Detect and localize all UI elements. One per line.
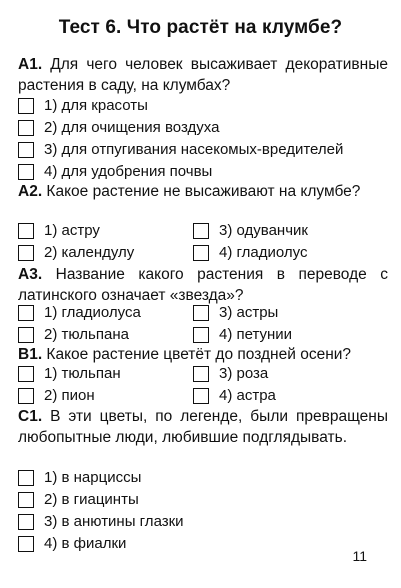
option-a1-3[interactable] [18,140,343,160]
option-label: 1) гладиолуса [44,304,141,321]
option-label: 4) гладиолус [219,244,308,261]
option-b1-1[interactable] [18,364,121,384]
option-label: 1) астру [44,222,100,239]
checkbox[interactable] [193,388,209,404]
question-text: Какое растение цветёт до поздней осени? [42,346,352,363]
question-b1 [18,344,388,365]
question-a2 [18,181,388,202]
option-label: 4) для удобрения почвы [44,163,213,180]
option-label: 3) одуванчик [219,222,308,239]
option-a1-4[interactable] [18,162,212,182]
option-label: 4) в фиалки [44,535,127,552]
option-label: 1) для красоты [44,97,148,114]
checkbox[interactable] [18,164,34,180]
question-id: А3. [18,266,43,283]
question-text: В эти цветы, по легенде, были превращены любопытные люди, любившие подглядывать. [18,408,388,446]
question-text: Какое растение не высаживают на клумбе? [42,183,361,200]
option-c1-3[interactable] [18,512,184,532]
option-b1-2[interactable] [18,386,95,406]
page-title: Тест 6. Что растёт на клумбе? [58,17,343,38]
option-label: 4) астра [219,387,276,404]
option-a2-3[interactable] [193,221,308,241]
checkbox[interactable] [18,245,34,261]
option-label: 2) пион [44,387,95,404]
checkbox[interactable] [193,305,209,321]
option-c1-2[interactable] [18,490,139,510]
checkbox[interactable] [193,245,209,261]
checkbox[interactable] [18,142,34,158]
option-label: 2) в гиацинты [44,491,139,508]
checkbox[interactable] [18,327,34,343]
page-number: 11 [352,548,367,564]
option-label: 3) роза [219,365,269,382]
option-a1-2[interactable] [18,118,219,138]
checkbox[interactable] [18,470,34,486]
checkbox[interactable] [193,327,209,343]
question-id: С1. [18,408,43,425]
checkbox[interactable] [18,536,34,552]
option-label: 3) астры [219,304,279,321]
option-b1-3[interactable] [193,364,268,384]
option-label: 2) календулу [44,244,135,261]
option-a3-4[interactable] [193,325,292,345]
option-c1-4[interactable] [18,534,126,554]
question-c1 [18,406,388,448]
option-a2-2[interactable] [18,243,134,263]
option-label: 1) тюльпан [44,365,121,382]
checkbox[interactable] [193,223,209,239]
checkbox[interactable] [193,366,209,382]
option-a2-4[interactable] [193,243,307,263]
question-text: Для чего человек высаживает декоративные растения в саду, на клумбах? [18,56,388,94]
option-c1-1[interactable] [18,468,141,488]
checkbox[interactable] [18,223,34,239]
question-a1 [18,54,388,96]
option-a3-1[interactable] [18,303,141,323]
option-label: 3) в анютины глазки [44,513,184,530]
question-a3 [18,264,388,306]
option-label: 2) тюльпана [44,326,129,343]
checkbox[interactable] [18,366,34,382]
option-a1-1[interactable] [18,96,148,116]
checkbox[interactable] [18,120,34,136]
option-a3-3[interactable] [193,303,278,323]
question-id: А2. [18,183,43,200]
checkbox[interactable] [18,514,34,530]
question-id: В1. [18,346,43,363]
checkbox[interactable] [18,305,34,321]
option-a2-1[interactable] [18,221,100,241]
option-label: 3) для отпугивания насекомых-вредителей [44,141,344,158]
option-b1-4[interactable] [193,386,276,406]
option-label: 2) для очищения воздуха [44,119,220,136]
checkbox[interactable] [18,98,34,114]
question-text: Название какого растения в переводе с латинского означает «звезда»? [18,266,388,304]
checkbox[interactable] [18,492,34,508]
option-a3-2[interactable] [18,325,129,345]
option-label: 1) в нарциссы [44,469,142,486]
checkbox[interactable] [18,388,34,404]
option-label: 4) петунии [219,326,293,343]
question-id: А1. [18,56,43,73]
